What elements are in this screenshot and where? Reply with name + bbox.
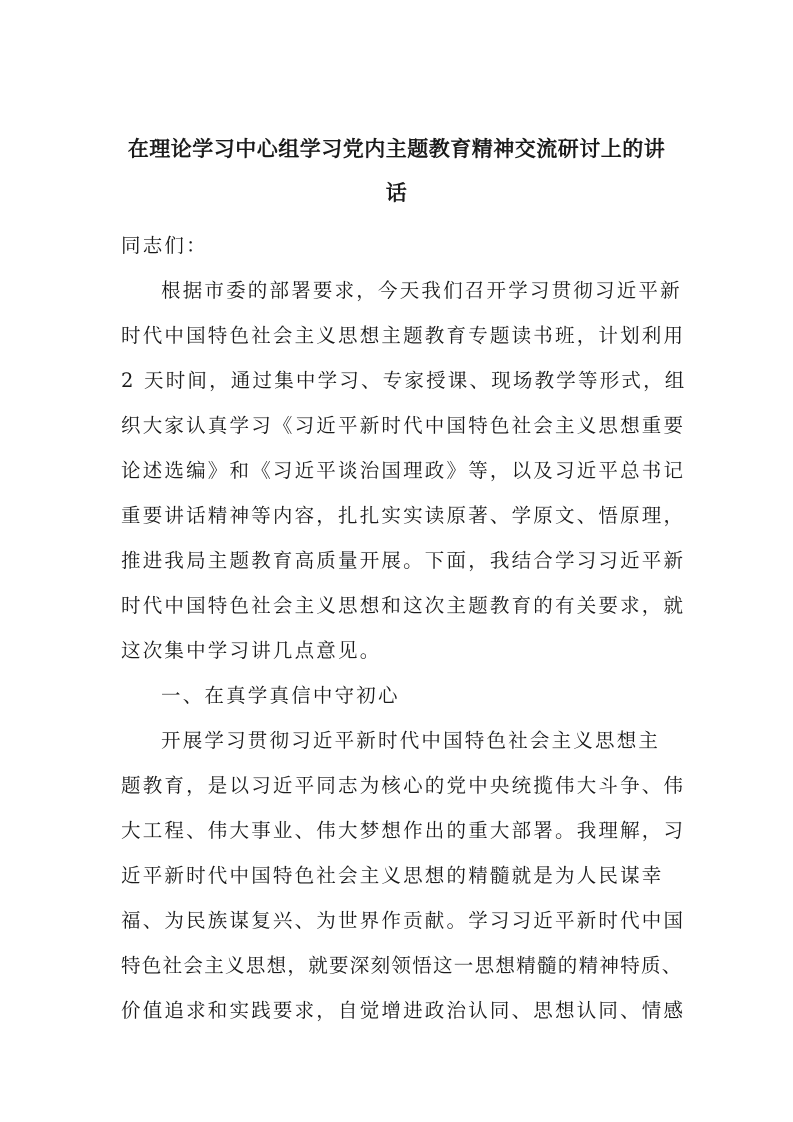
paragraph-line: 重要讲话精神等内容，扎扎实实读原著、学原文、悟原理， <box>121 504 686 527</box>
paragraph-line: 2 天时间，通过集中学习、专家授课、现场教学等形式，组 <box>121 369 687 392</box>
paragraph-line: 推进我局主题教育高质量开展。下面，我结合学习习近平新 <box>121 549 686 572</box>
document-title-line-1: 在理论学习中心组学习党内主题教育精神交流研讨上的讲 <box>127 136 666 161</box>
paragraph-line: 根据市委的部署要求，今天我们召开学习贯彻习近平新 <box>161 279 682 302</box>
document-title-line-2: 话 <box>385 180 408 205</box>
paragraph-line: 福、为民族谋复兴、为世界作贡献。学习习近平新时代中国 <box>121 909 686 932</box>
paragraph-line: 时代中国特色社会主义思想主题教育专题读书班，计划利用 <box>121 324 686 347</box>
paragraph-line: 开展学习贯彻习近平新时代中国特色社会主义思想主 <box>161 729 661 752</box>
paragraph-line: 大工程、伟大事业、伟大梦想作出的重大部署。我理解，习 <box>121 819 686 842</box>
section-heading: 一、在真学真信中守初心 <box>161 684 400 707</box>
paragraph-line: 时代中国特色社会主义思想和这次主题教育的有关要求，就 <box>121 594 686 617</box>
paragraph-line: 这次集中学习讲几点意见。 <box>121 639 382 662</box>
paragraph-line: 特色社会主义思想，就要深刻领悟这一思想精髓的精神特质、 <box>121 954 683 977</box>
salutation: 同志们： <box>121 234 208 257</box>
paragraph-line: 题教育，是以习近平同志为核心的党中央统揽伟大斗争、伟 <box>121 774 686 797</box>
paragraph-line: 价值追求和实践要求，自觉增进政治认同、思想认同、情感 <box>121 999 686 1022</box>
paragraph-line: 论述选编》和《习近平谈治国理政》等，以及习近平总书记 <box>121 459 686 482</box>
paragraph-line: 织大家认真学习《习近平新时代中国特色社会主义思想重要 <box>121 414 686 437</box>
paragraph-line: 近平新时代中国特色社会主义思想的精髓就是为人民谋幸 <box>121 864 664 887</box>
